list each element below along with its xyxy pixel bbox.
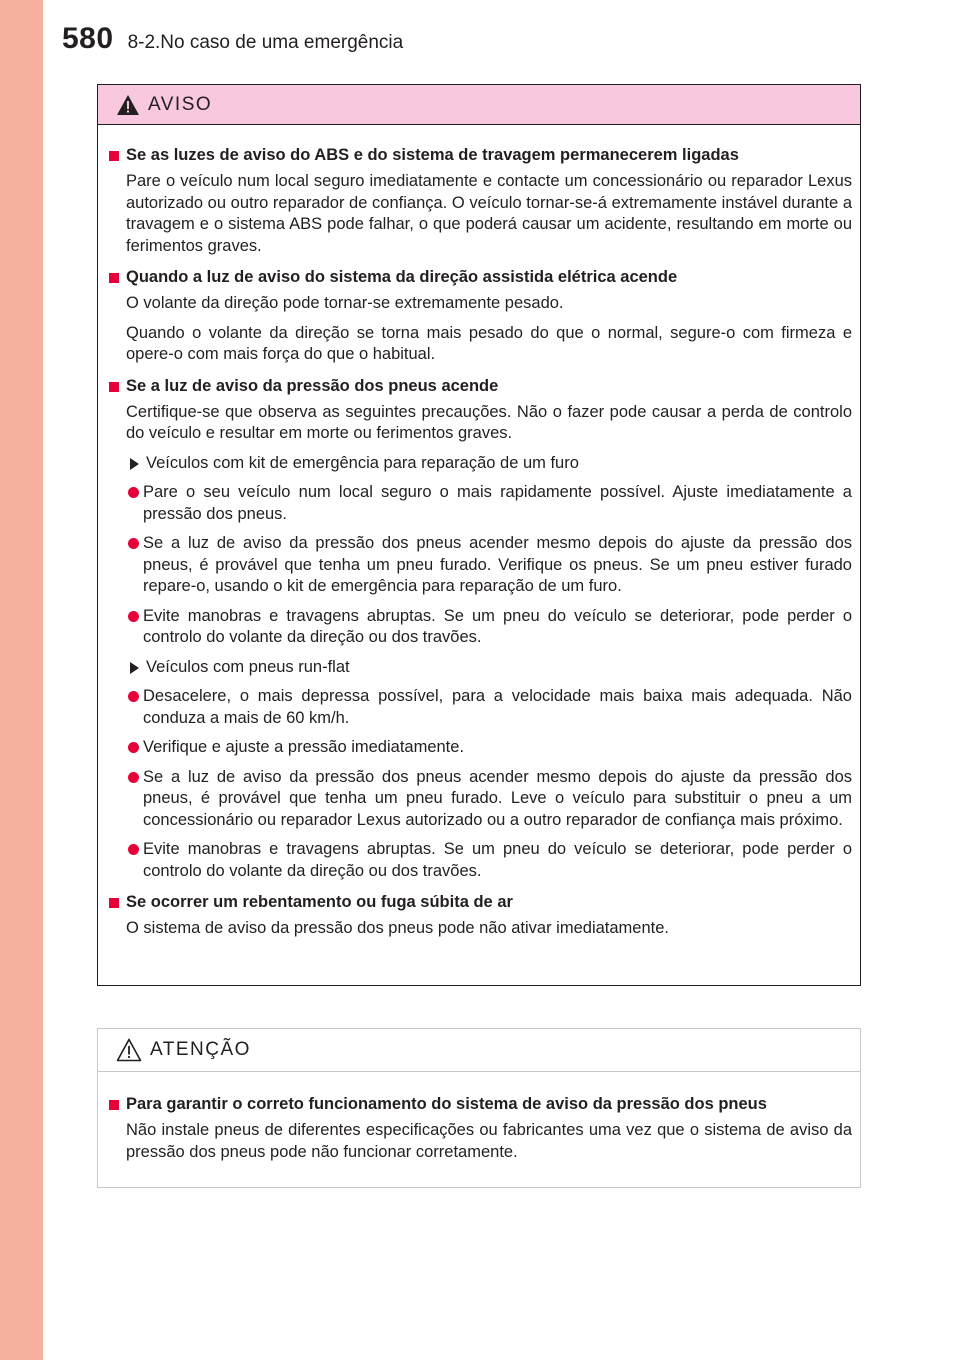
paragraph: O volante da direção pode tornar-se extremamente pesado. bbox=[126, 294, 564, 312]
arrow-bullet-icon bbox=[130, 662, 139, 674]
caution-title: ATENÇÃO bbox=[150, 1039, 251, 1060]
dot-bullet-icon bbox=[128, 538, 139, 549]
caution-item-title: Para garantir o correto funcionamento do sistema de aviso da pressão dos pneus bbox=[106, 1092, 852, 1116]
dot-bullet-icon bbox=[128, 772, 139, 783]
square-bullet-icon bbox=[109, 273, 119, 283]
paragraph: Pare o veículo num local seguro imediatamente e contacte um concessionário ou reparador Lexus autorizado ou outro reparador de confiança. O veículo tornar-se-á extremamente instável durante a travagem e o sistema ABS pode falhar, o que poderá causar um acidente, resultando em morte ou ferimentos graves. bbox=[126, 172, 852, 255]
paragraph: Não instale pneus de diferentes especificações ou fabricantes uma vez que o sistema de aviso da pressão dos pneus pode não funcionar corretamente. bbox=[126, 1121, 852, 1161]
caution-triangle-icon bbox=[116, 1038, 142, 1062]
paragraph: O sistema de aviso da pressão dos pneus pode não ativar imediatamente. bbox=[126, 919, 669, 937]
sub-heading: Veículos com kit de emergência para reparação de um furo bbox=[106, 453, 852, 475]
dot-bullet-icon bbox=[128, 742, 139, 753]
list-item: Verifique e ajuste a pressão imediatamente. bbox=[106, 737, 852, 759]
square-bullet-icon bbox=[109, 382, 119, 392]
list-item: Evite manobras e travagens abruptas. Se um pneu do veículo se deteriorar, pode perder o controlo do volante da direção ou dos travões. bbox=[106, 839, 852, 882]
square-bullet-icon bbox=[109, 151, 119, 161]
list-item: Se a luz de aviso da pressão dos pneus acender mesmo depois do ajuste da pressão dos pneus, é provável que tenha um pneu furado. Verifique os pneus. Se um pneu estiver furado repare-o, usando o kit de emergência para reparação de um furo. bbox=[106, 533, 852, 598]
page-number: 580 bbox=[62, 22, 114, 55]
dot-bullet-icon bbox=[128, 691, 139, 702]
warning-triangle-icon bbox=[116, 94, 140, 116]
warning-item-title: Se as luzes de aviso do ABS e do sistema de travagem permanecerem ligadas bbox=[106, 143, 852, 167]
warning-item-title: Quando a luz de aviso do sistema da direção assistida elétrica acende bbox=[106, 265, 852, 289]
list-item: Desacelere, o mais depressa possível, para a velocidade mais baixa mais adequada. Não conduza a mais de 60 km/h. bbox=[106, 686, 852, 729]
dot-bullet-icon bbox=[128, 487, 139, 498]
dot-bullet-icon bbox=[128, 611, 139, 622]
square-bullet-icon bbox=[109, 1100, 119, 1110]
paragraph: Quando o volante da direção se torna mais pesado do que o normal, segure-o com firmeza e opere-o com mais força do que o habitual. bbox=[126, 323, 852, 363]
warning-title: AVISO bbox=[148, 93, 213, 115]
list-item: Evite manobras e travagens abruptas. Se um pneu do veículo se deteriorar, pode perder o controlo do volante da direção ou dos travões. bbox=[106, 606, 852, 649]
list-item: Pare o seu veículo num local seguro o mais rapidamente possível. Ajuste imediatamente a pressão dos pneus. bbox=[106, 482, 852, 525]
square-bullet-icon bbox=[109, 898, 119, 908]
warning-item-title: Se a luz de aviso da pressão dos pneus acende bbox=[106, 374, 852, 398]
section-title: 8-2.No caso de uma emergência bbox=[127, 32, 404, 53]
warning-item-title: Se ocorrer um rebentamento ou fuga súbita de ar bbox=[106, 890, 852, 914]
side-color-band bbox=[0, 0, 43, 1360]
page-header bbox=[62, 22, 403, 62]
warning-box bbox=[97, 84, 861, 986]
sub-heading: Veículos com pneus run-flat bbox=[106, 657, 852, 679]
arrow-bullet-icon bbox=[130, 458, 139, 470]
paragraph: Certifique-se que observa as seguintes precauções. Não o fazer pode causar a perda de controlo do veículo e resultar em morte ou ferimentos graves. bbox=[126, 402, 852, 442]
caution-box bbox=[97, 1028, 861, 1188]
list-item: Se a luz de aviso da pressão dos pneus acender mesmo depois do ajuste da pressão dos pneus, é provável que tenha um pneu furado. Leve o veículo para substituir o pneu a um concessionário ou reparador Lexus autorizado ou a outro reparador de confiança mais próximo. bbox=[106, 767, 852, 832]
warning-header bbox=[98, 85, 860, 125]
caution-header bbox=[98, 1029, 860, 1072]
dot-bullet-icon bbox=[128, 844, 139, 855]
